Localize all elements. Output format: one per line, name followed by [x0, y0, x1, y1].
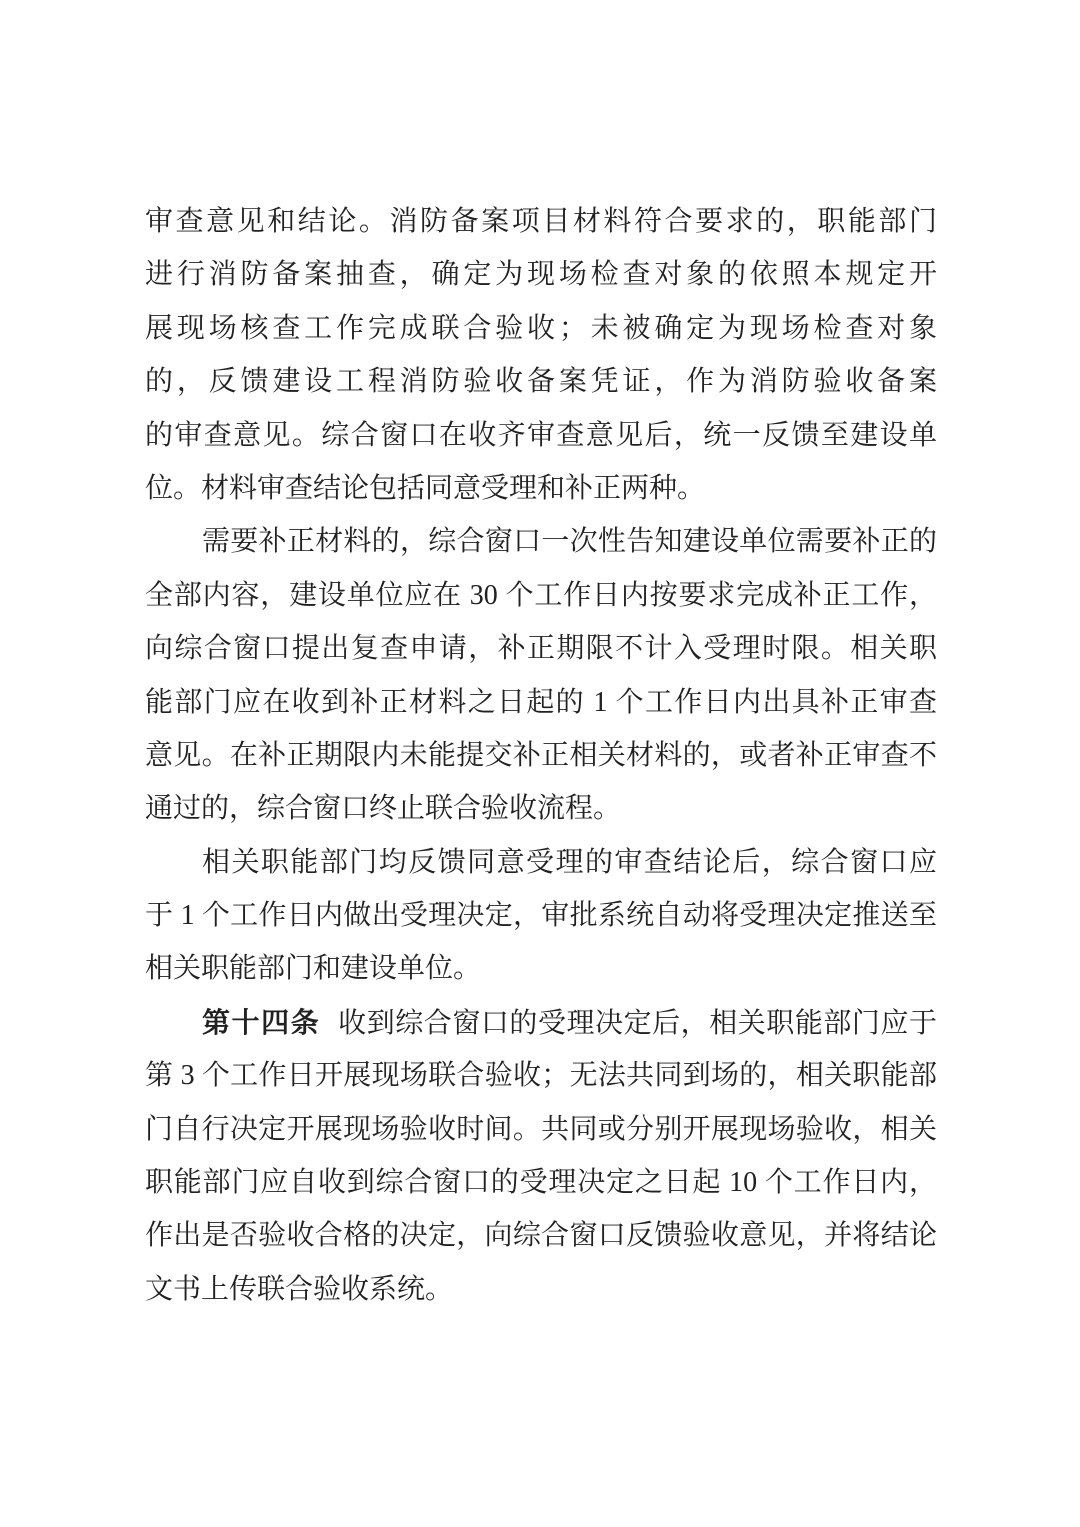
text-line: 展现场核查工作完成联合验收；未被确定为现场检查对象 — [145, 312, 937, 344]
text-line: 的审查意见。综合窗口在收齐审查意见后，统一反馈至建设单 — [145, 419, 937, 451]
text-line: 的，反馈建设工程消防验收备案凭证，作为消防验收备案 — [145, 366, 937, 398]
article-first-line-text: 收到综合窗口的受理决定后，相关职能部门应于 — [338, 1007, 937, 1039]
text-line: 能部门应在收到补正材料之日起的 1 个工作日内出具补正审查 — [145, 686, 937, 718]
text-line: 需要补正材料的，综合窗口一次性告知建设单位需要补正的 — [202, 526, 937, 558]
text-line: 第 3 个工作日开展现场联合验收；无法共同到场的，相关职能部 — [145, 1060, 937, 1092]
text-line: 通过的，综合窗口终止联合验收流程。 — [145, 793, 622, 825]
text-line: 向综合窗口提出复查申请，补正期限不计入受理时限。相关职 — [145, 633, 937, 665]
text-line: 审查意见和结论。消防备案项目材料符合要求的，职能部门 — [145, 206, 937, 237]
text-line: 进行消防备案抽查，确定为现场检查对象的依照本规定开 — [145, 259, 937, 291]
text-line: 意见。在补正期限内未能提交补正相关材料的，或者补正审查不 — [145, 739, 937, 771]
text-line: 门自行决定开展现场验收时间。共同或分别开展现场验收，相关 — [145, 1113, 937, 1145]
text-line: 相关职能部门和建设单位。 — [145, 953, 482, 985]
text-line: 作出是否验收合格的决定，向综合窗口反馈验收意见，并将结论 — [145, 1220, 937, 1252]
text-line: 职能部门应自收到综合窗口的受理决定之日起 10 个工作日内， — [145, 1167, 937, 1199]
text-line: 位。材料审查结论包括同意受理和补正两种。 — [145, 472, 706, 504]
text-line: 相关职能部门均反馈同意受理的审查结论后，综合窗口应 — [202, 846, 937, 878]
text-line — [145, 996, 937, 1049]
text-line: 于 1 个工作日内做出受理决定，审批系统自动将受理决定推送至 — [145, 900, 937, 932]
text-line: 全部内容，建设单位应在 30 个工作日内按要求完成补正工作， — [145, 579, 937, 611]
document-body — [145, 195, 937, 1316]
article-number: 第十四条 — [202, 1006, 321, 1038]
text-line: 文书上传联合验收系统。 — [145, 1273, 454, 1305]
